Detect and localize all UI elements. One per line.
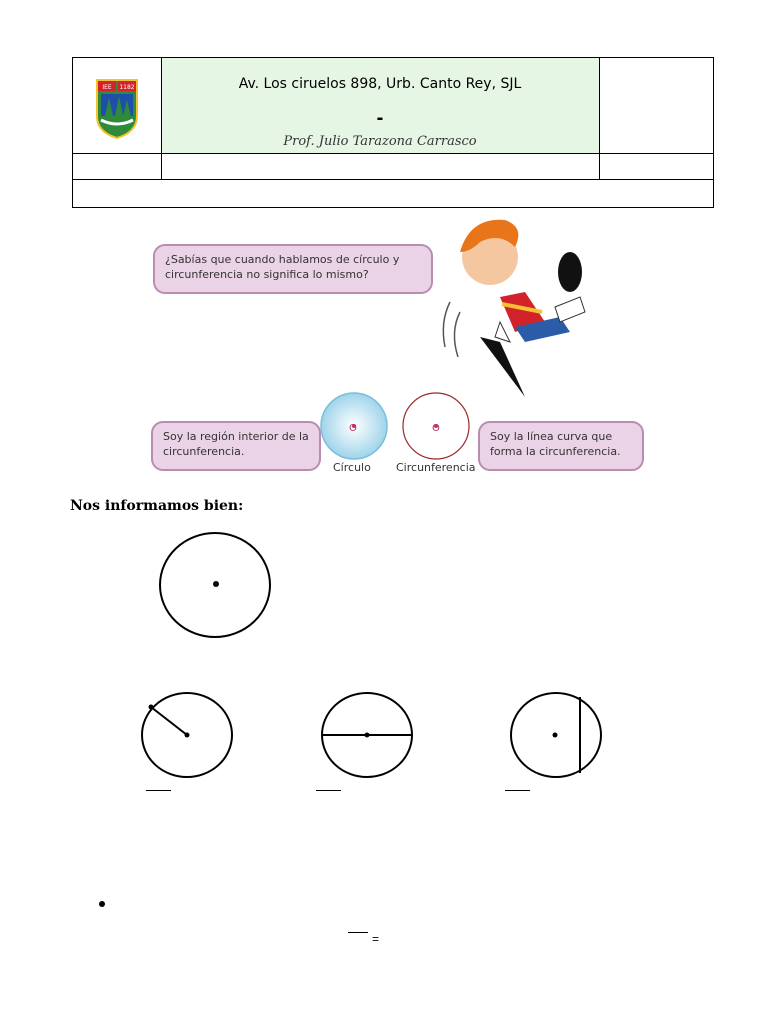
header-dash: - bbox=[376, 107, 384, 129]
main-circle-figure bbox=[156, 530, 274, 640]
equation-overline bbox=[348, 932, 368, 933]
row-divider bbox=[73, 153, 713, 154]
radius-figure bbox=[138, 690, 236, 780]
school-address: Av. Los ciruelos 898, Urb. Canto Rey, SJL bbox=[238, 76, 522, 92]
segment-blank-diameter bbox=[316, 790, 341, 791]
segment-blank-radius bbox=[146, 790, 171, 791]
circle-caption: Círculo bbox=[333, 461, 371, 474]
section-heading: Nos informamos bien: bbox=[70, 498, 244, 514]
circumference-bubble: Soy la línea curva que forma la circunferencia. bbox=[478, 421, 644, 471]
logo-badge-left: IEE bbox=[102, 84, 112, 91]
equation-equals: = bbox=[372, 932, 380, 946]
logo-badge-right: 1182 bbox=[119, 84, 135, 91]
cartoon-boy-illustration bbox=[430, 212, 600, 402]
diameter-figure bbox=[318, 690, 416, 780]
school-logo bbox=[93, 76, 141, 140]
header-table bbox=[72, 57, 714, 208]
segment-blank-chord bbox=[505, 790, 530, 791]
cell-divider bbox=[599, 58, 600, 179]
circumference-center-label: O bbox=[432, 423, 440, 434]
question-bubble: ¿Sabías que cuando hablamos de círculo y circunferencia no significa lo mismo? bbox=[153, 244, 433, 294]
circle-center-label: O bbox=[349, 423, 357, 434]
circle-bubble: Soy la región interior de la circunferencia. bbox=[151, 421, 321, 471]
row-divider bbox=[73, 179, 713, 180]
bullet-point bbox=[99, 901, 105, 907]
circumference-caption: Circunferencia bbox=[396, 461, 476, 474]
chord-figure bbox=[507, 690, 605, 780]
professor-name: Prof. Julio Tarazona Carrasco bbox=[283, 134, 477, 149]
